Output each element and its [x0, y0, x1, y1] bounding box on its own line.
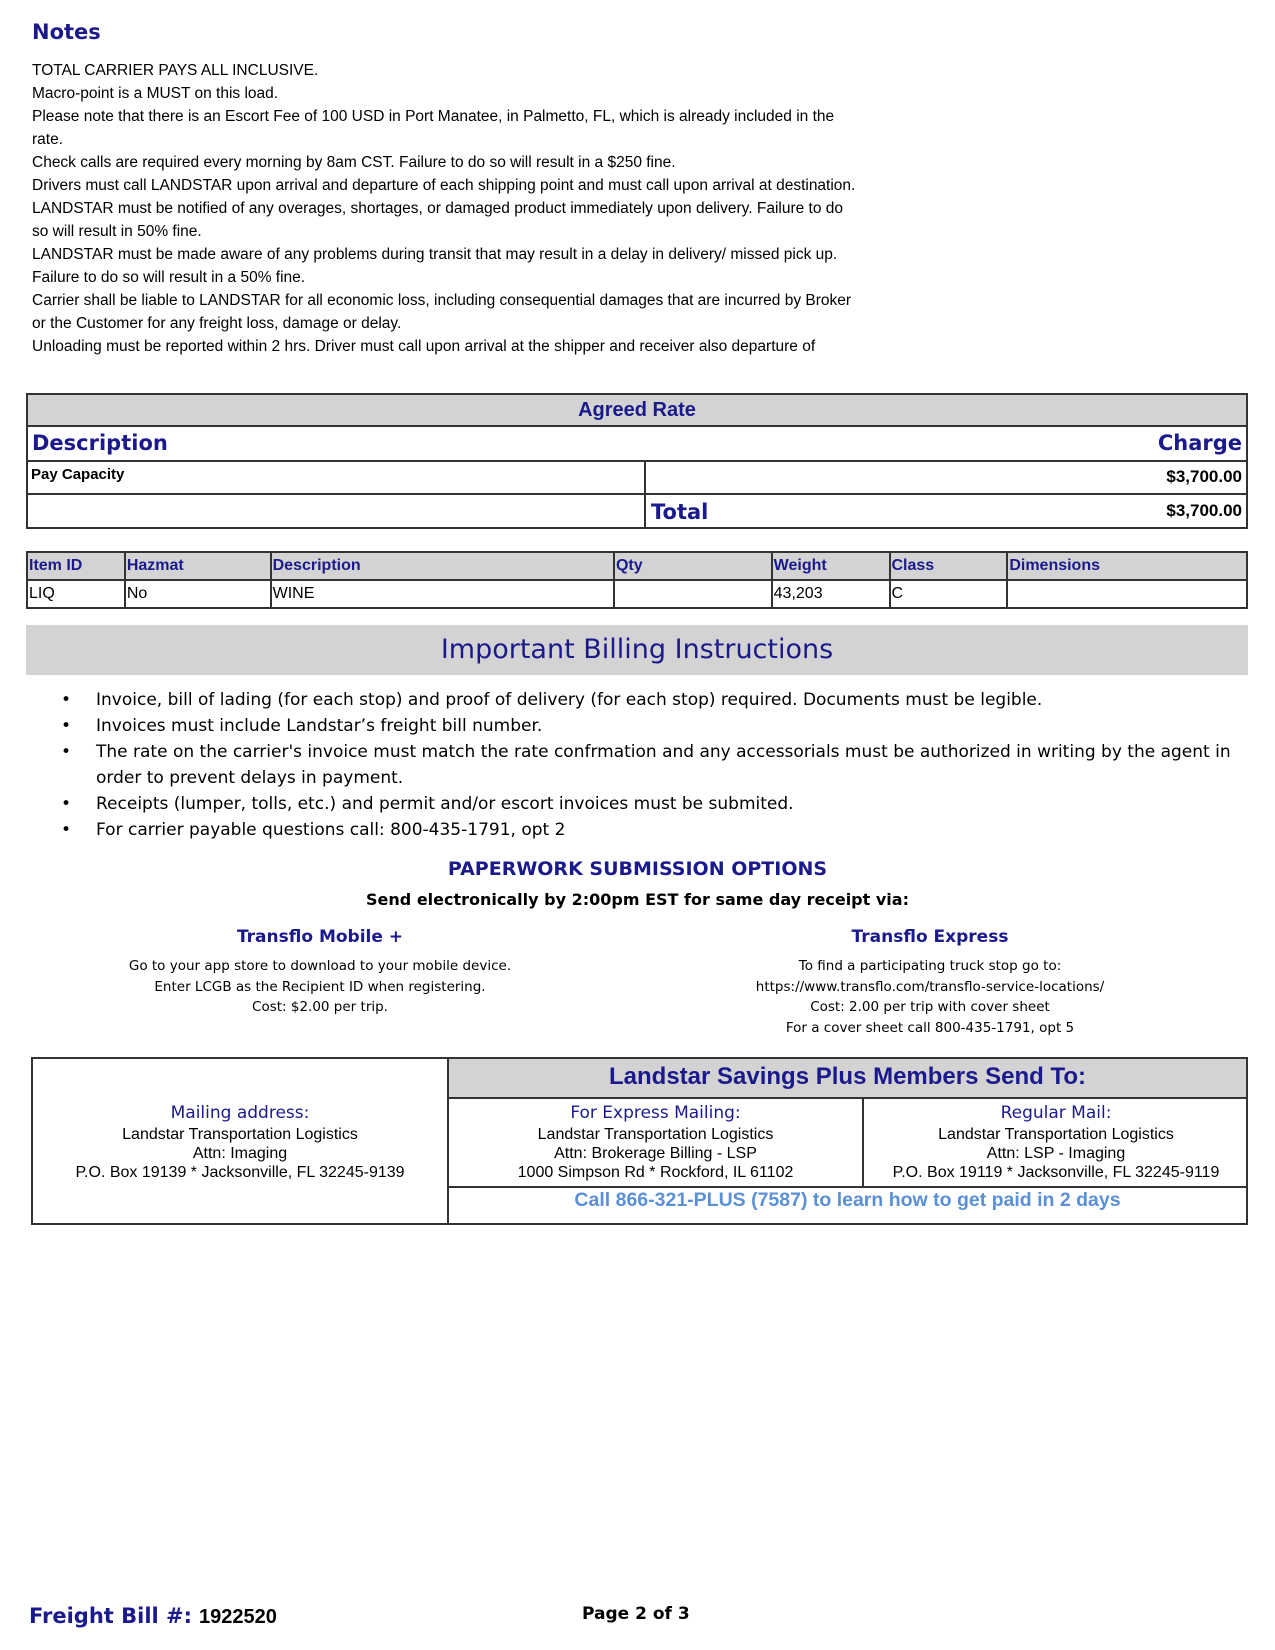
- description-cell: WINE: [271, 580, 614, 608]
- transflo-express-heading: Transflo Express: [851, 927, 1009, 947]
- rate-item-label: Pay Capacity: [31, 466, 125, 483]
- agreed-rate-table: [26, 393, 1248, 529]
- transflo-express-section: [650, 927, 1210, 1038]
- mailing-address: [33, 1102, 447, 1182]
- bullet-icon: •: [61, 742, 72, 762]
- page-number: Page 2 of 3: [582, 1604, 690, 1624]
- bullet-icon: •: [61, 820, 72, 840]
- billing-instructions-title: Important Billing Instructions: [26, 625, 1248, 675]
- list-item-text: Receipts (lumper, tolls, etc.) and permit and/or escort invoices must be submited.: [96, 794, 794, 814]
- transflo-express-line: Cost: 2.00 per trip with cover sheet: [810, 999, 1050, 1015]
- list-item: [55, 713, 1255, 739]
- table-row: [27, 580, 1247, 608]
- rate-charge-header: Charge: [1157, 431, 1242, 455]
- weight-cell: 43,203: [772, 580, 890, 608]
- savings-plus-call-line: Call 866-321-PLUS (7587) to learn how to get paid in 2 days: [574, 1189, 1121, 1211]
- items-header-hazmat: Hazmat: [125, 552, 271, 580]
- items-table: [26, 551, 1248, 609]
- list-item: [55, 687, 1255, 713]
- paperwork-subtitle: Send electronically by 2:00pm EST for same day receipt via:: [366, 890, 909, 909]
- notes-line: TOTAL CARRIER PAYS ALL INCLUSIVE.: [32, 62, 319, 79]
- items-header-row: [27, 552, 1247, 580]
- qty-cell: [614, 580, 772, 608]
- bullet-icon: •: [61, 794, 72, 814]
- address-line: 1000 Simpson Rd * Rockford, IL 61102: [517, 1164, 794, 1181]
- transflo-express-link[interactable]: https://www.transflo.com/transflo-service-locations/: [755, 978, 1105, 995]
- express-mailing-heading: For Express Mailing:: [570, 1103, 741, 1123]
- list-item: [55, 739, 1255, 791]
- express-mailing-address: [449, 1102, 862, 1182]
- transflo-mobile-line: Enter LCGB as the Recipient ID when registering.: [154, 978, 486, 995]
- transflo-mobile-line: Go to your app store to download to your mobile device.: [128, 958, 512, 974]
- notes-line: Unloading must be reported within 2 hrs. Driver must call upon arrival at the shipper and receiver also departure of: [32, 338, 816, 355]
- address-line: Attn: Brokerage Billing - LSP: [554, 1145, 757, 1162]
- rate-divider: [28, 493, 1246, 495]
- notes-body: [32, 59, 952, 358]
- address-line: P.O. Box 19119 * Jacksonville, FL 32245-9119: [892, 1164, 1220, 1181]
- address-line: Attn: LSP - Imaging: [986, 1145, 1126, 1162]
- address-line: Landstar Transportation Logistics: [537, 1126, 774, 1143]
- transflo-express-line: To find a participating truck stop go to:: [798, 958, 1062, 974]
- list-item-text: The rate on the carrier's invoice must match the rate confrmation and any accessorials must be authorized in writing by the agent in order to prevent delays in payment.: [96, 742, 1231, 788]
- agreed-rate-title: Agreed Rate: [28, 395, 1246, 427]
- dimensions-cell: [1007, 580, 1247, 608]
- regular-mail-heading: Regular Mail:: [1000, 1103, 1112, 1123]
- rate-description-header: Description: [32, 431, 168, 455]
- notes-line: LANDSTAR must be made aware of any problems during transit that may result in a delay in delivery/ missed pick up.: [32, 246, 838, 263]
- regular-mail-address: [864, 1102, 1248, 1182]
- transflo-mobile-section: [40, 927, 600, 1018]
- list-item: [55, 817, 1255, 843]
- items-header-weight: Weight: [772, 552, 890, 580]
- bullet-icon: •: [61, 690, 72, 710]
- bullet-icon: •: [61, 716, 72, 736]
- address-box: [31, 1057, 1248, 1225]
- items-header-qty: Qty: [614, 552, 772, 580]
- list-item: [55, 791, 1255, 817]
- freight-bill-label: Freight Bill #:: [29, 1604, 193, 1628]
- items-header-dimensions: Dimensions: [1007, 552, 1247, 580]
- address-line: Landstar Transportation Logistics: [938, 1126, 1174, 1143]
- notes-line: Drivers must call LANDSTAR upon arrival and departure of each shipping point and must call upon arrival at destination.: [32, 177, 856, 194]
- transflo-mobile-heading: Transflo Mobile +: [236, 927, 404, 947]
- billing-instructions-list: [55, 687, 1255, 843]
- notes-line: Macro-point is a MUST on this load.: [32, 85, 279, 102]
- address-line: Attn: Imaging: [192, 1145, 288, 1162]
- hazmat-cell: No: [125, 580, 271, 608]
- item-id-cell: LIQ: [27, 580, 125, 608]
- freight-bill-number: 1922520: [199, 1606, 277, 1628]
- notes-line: Please note that there is an Escort Fee of 100 USD in Port Manatee, in Palmetto, FL, which is already included in the: [32, 108, 835, 125]
- mailing-address-heading: Mailing address:: [170, 1103, 310, 1123]
- notes-line: so will result in 50% fine.: [32, 223, 202, 240]
- items-header-description: Description: [271, 552, 614, 580]
- savings-plus-title: Landstar Savings Plus Members Send To:: [447, 1059, 1246, 1099]
- items-header-class: Class: [890, 552, 1008, 580]
- notes-heading: Notes: [32, 20, 101, 44]
- notes-line: or the Customer for any freight loss, damage or delay.: [32, 315, 402, 332]
- notes-line: rate.: [32, 131, 64, 148]
- transflo-mobile-line: Cost: $2.00 per trip.: [252, 999, 388, 1015]
- list-item-text: Invoices must include Landstar’s freight bill number.: [96, 716, 543, 736]
- address-line: P.O. Box 19139 * Jacksonville, FL 32245-9139: [75, 1164, 405, 1181]
- rate-total-label: Total: [651, 500, 709, 524]
- list-item-text: Invoice, bill of lading (for each stop) and proof of delivery (for each stop) required. Documents must be legible.: [96, 690, 1043, 710]
- rate-item-charge: $3,700.00: [1166, 467, 1242, 486]
- notes-line: Failure to do so will result in a 50% fine.: [32, 269, 306, 286]
- rate-column-divider: [644, 462, 646, 527]
- notes-line: LANDSTAR must be notified of any overages, shortages, or damaged product immediately upon delivery. Failure to do: [32, 200, 844, 217]
- paperwork-title: PAPERWORK SUBMISSION OPTIONS: [447, 858, 828, 880]
- rate-total-value: $3,700.00: [1166, 501, 1242, 520]
- notes-line: Check calls are required every morning by 8am CST. Failure to do so will result in a $250 fine.: [32, 154, 676, 171]
- list-item-text: For carrier payable questions call: 800-435-1791, opt 2: [96, 820, 566, 840]
- rate-divider: [28, 460, 1246, 462]
- items-header-item-id: Item ID: [27, 552, 125, 580]
- address-divider: [447, 1186, 1246, 1188]
- address-line: Landstar Transportation Logistics: [122, 1126, 358, 1143]
- transflo-express-line: For a cover sheet call 800-435-1791, opt 5: [785, 1019, 1075, 1036]
- class-cell: C: [890, 580, 1008, 608]
- notes-line: Carrier shall be liable to LANDSTAR for all economic loss, including consequential damages that are incurred by Broker: [32, 292, 852, 309]
